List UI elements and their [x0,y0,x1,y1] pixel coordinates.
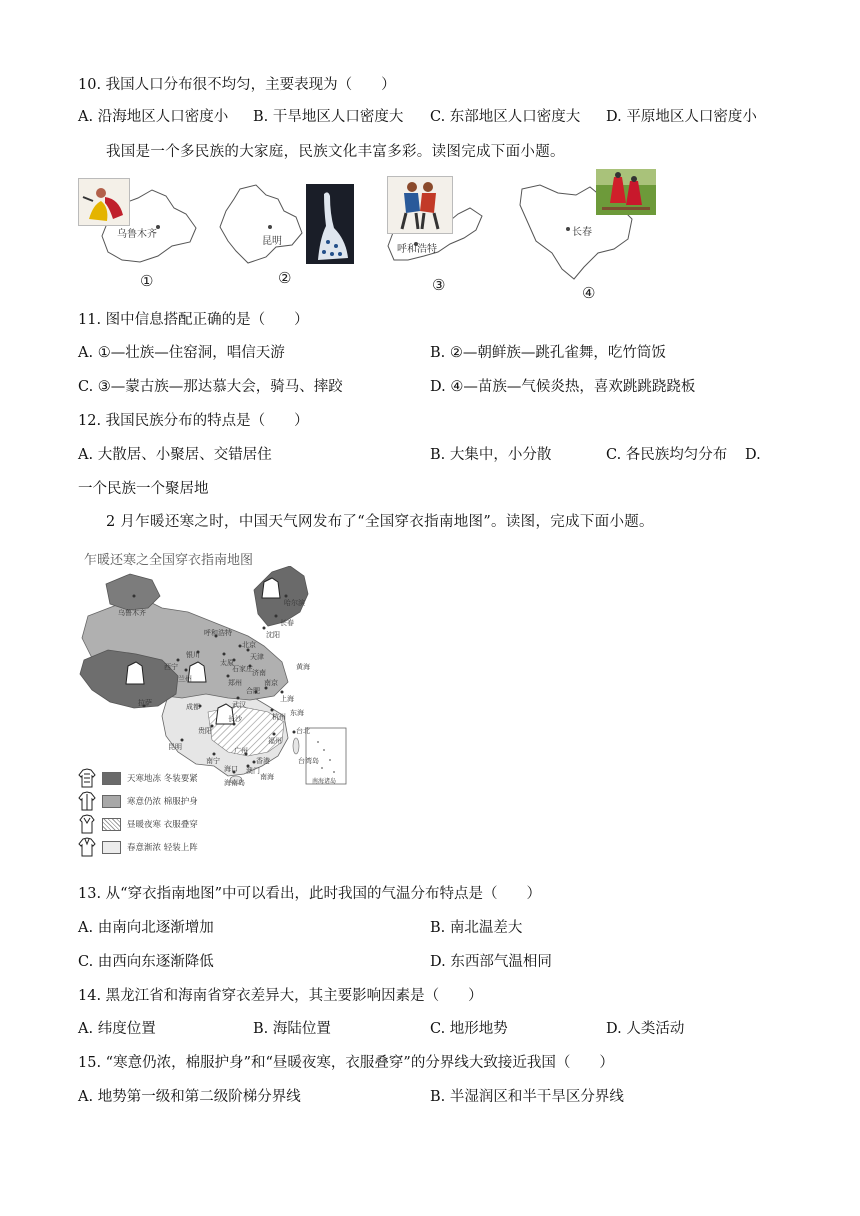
map-city: 海口 [224,765,238,773]
photo-korean-seesaw [596,169,656,215]
legend-swatch [102,795,121,808]
province-4-number: ④ [582,284,596,302]
map-city: 南宁 [206,757,220,765]
legend-label: 天寒地冻 冬装要紧 [127,774,198,784]
map-city: 上海 [280,695,294,703]
legend-label: 昼暖夜寒 衣服叠穿 [127,820,198,830]
province-4-city: 长春 [572,227,592,238]
map-city: 澳门 [246,767,260,775]
q15-stem: 15. “寒意仍浓，棉服护身”和“昼暖夜寒，衣服叠穿”的分界线大致接近我国（ ） [78,1055,614,1071]
map-city: 拉萨 [138,699,152,707]
photo-mongolian-wrestling [387,176,453,234]
map-city: 南京 [264,679,278,687]
map-city: 沈阳 [266,631,280,639]
map-city: 银川 [186,651,200,659]
map-city: 长沙 [228,715,242,723]
map-city: 贵阳 [198,727,212,735]
legend-swatch [102,772,121,785]
map-city: 广州 [234,747,248,755]
q12-option-c: C. 各民族均匀分布 [606,447,728,463]
q15-option-a: A. 地势第一级和第二级阶梯分界线 [78,1089,301,1105]
q10-option-a: A. 沿海地区人口密度小 [78,109,229,125]
winter-coat-icon [78,768,96,788]
intro-ethnic: 我国是一个多民族的大家庭，民族文化丰富多彩。读图完成下面小题。 [106,144,565,160]
q10-option-b: B. 干旱地区人口密度大 [253,109,404,125]
q12-option-a: A. 大散居、小聚居、交错居住 [78,447,272,463]
map-city: 郑州 [228,679,242,687]
map-city: 台湾岛 [298,757,319,765]
map-city: 黄海 [296,663,310,671]
map-title: 乍暖还寒之全国穿衣指南地图 [84,553,254,568]
q14-stem: 14. 黑龙江省和海南省穿衣差异大，其主要影响因素是（ ） [78,988,483,1004]
q10-option-c: C. 东部地区人口密度大 [430,109,581,125]
q12-option-b: B. 大集中，小分散 [430,447,552,463]
q12-stem: 12. 我国民族分布的特点是（ ） [78,413,309,429]
province-1-number: ① [140,272,154,290]
q10-option-d: D. 平原地区人口密度小 [606,109,757,125]
q12-option-d-text: 一个民族一个聚居地 [78,481,209,497]
clothing-guide-map [78,566,350,792]
intro-clothing-map: 2 月乍暖还寒之时，中国天气网发布了“全国穿衣指南地图”。读图，完成下面小题。 [106,514,654,530]
q14-option-c: C. 地形地势 [430,1021,508,1037]
map-city: 乌鲁木齐 [118,609,146,617]
light-jacket-icon [78,837,96,857]
legend-item-4 [78,836,198,858]
province-2-map [218,183,308,269]
map-city: 太原 [220,659,234,667]
legend-label: 春意渐浓 轻装上阵 [127,843,198,853]
map-city: 杭州 [272,713,286,721]
q13-stem: 13. 从“穿衣指南地图”中可以看出，此时我国的气温分布特点是（ ） [78,886,541,902]
q15-option-b: B. 半湿润区和半干旱区分界线 [430,1089,624,1105]
q11-stem: 11. 图中信息搭配正确的是（ ） [78,312,309,328]
map-city: 呼和浩特 [204,629,232,637]
map-city: 南海诸岛 [312,778,337,785]
photo-dance-uyghur [78,178,130,226]
cotton-jacket-icon [78,791,96,811]
photo-peacock-dance [306,184,354,264]
q13-option-b: B. 南北温差大 [430,920,523,936]
map-city: 济南 [252,669,266,677]
q14-option-b: B. 海陆位置 [253,1021,331,1037]
province-2-number: ② [278,269,292,287]
province-2-city: 昆明 [262,236,282,247]
map-city: 武汉 [232,701,246,709]
map-city: 合肥 [246,687,260,695]
map-city: 台北 [296,727,310,735]
legend-item-1 [78,767,198,789]
q11-option-a: A. ①—壮族—住窑洞，唱信天游 [78,345,285,361]
province-3-number: ③ [432,276,446,294]
map-city: 南海 [260,773,274,781]
map-city: 石家庄 [232,665,253,673]
q14-option-a: A. 纬度位置 [78,1021,156,1037]
map-city: 西宁 [164,663,178,671]
q11-option-c: C. ③—蒙古族—那达慕大会，骑马、摔跤 [78,379,343,395]
q12-option-d: D. [745,447,761,463]
q13-option-d: D. 东西部气温相同 [430,954,552,970]
q13-option-c: C. 由西向东逐渐降低 [78,954,214,970]
province-3-city: 呼和浩特 [397,244,437,255]
legend-swatch [102,841,121,854]
map-city: 东海 [290,709,304,717]
q13-option-a: A. 由南向北逐渐增加 [78,920,214,936]
legend-swatch [102,818,121,831]
map-city: 海南岛 [224,779,245,787]
map-city: 成都 [186,703,200,711]
map-city: 长春 [280,619,294,627]
q11-option-b: B. ②—朝鲜族—跳孔雀舞，吃竹筒饭 [430,345,666,361]
layered-clothes-icon [78,814,96,834]
q11-option-d: D. ④—苗族—气候炎热，喜欢跳跳跷跷板 [430,379,696,395]
map-city: 天津 [250,653,264,661]
legend-item-3 [78,813,198,835]
map-city: 兰州 [178,675,192,683]
legend-label: 寒意仍浓 棉服护身 [127,797,198,807]
q14-option-d: D. 人类活动 [606,1021,685,1037]
legend-item-2 [78,790,198,812]
map-city: 昆明 [168,743,182,751]
province-1-city: 乌鲁木齐 [117,229,157,240]
map-city: 哈尔滨 [284,599,305,607]
map-city: 北京 [242,641,256,649]
q10-stem: 10. 我国人口分布很不均匀，主要表现为（ ） [78,77,396,93]
map-city: 香港 [256,757,270,765]
map-city: 福州 [268,737,282,745]
